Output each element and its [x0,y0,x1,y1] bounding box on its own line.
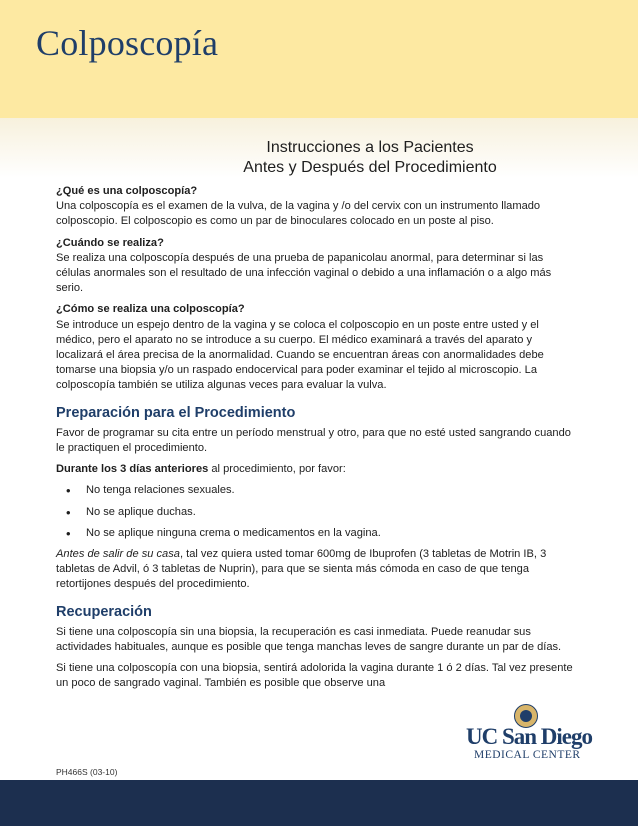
page-title: Colposcopía [36,23,219,63]
recovery-paragraph-2: Si tiene una colposcopía con una biopsia, sentirá adolorida la vagina durante 1 ó 2 días. Tal vez presente un poco de sangrado vaginal. También es posible que observe una [56,662,573,690]
subtitle-line-2: Antes y Después del Procedimiento [243,159,497,176]
ucsd-logo [466,704,593,764]
recovery-paragraph-1: Si tiene una colposcopía sin una biopsia, la recuperación es casi inmediata. Puede reanudar sus actividades habituales, aunque es posible que tenga manchas leves de sangre durante un par de días. [56,625,562,654]
preparation-before-italic: Antes de salir de su casa [56,548,180,561]
preparation-intro: Favor de programar su cita entre un período menstrual y otro, para que no esté usted sangrando cuando le practiquen el procedimiento. [56,426,571,455]
list-item: • No tenga relaciones sexuales. [86,483,576,498]
what-section [56,184,576,230]
logo-main-text: UC San Diego [466,724,593,749]
what-text: Una colposcopía es el examen de la vulva, de la vagina y /o del cervix con un instrumento llamado colposcopio. El colposcopio es como un par de binoculares colocado en un poste al piso. [56,200,541,228]
preparation-days [56,462,576,477]
recovery-heading: Recuperación [56,603,152,620]
what-question: ¿Qué es una colposcopía? [56,185,198,197]
list-item: • No se aplique ninguna crema o medicamentos en la vagina. [86,526,576,541]
how-text: Se introduce un espejo dentro de la vagina y se coloca el colposcopio en un poste entre usted y el médico, pero el aparato no se introduce a su cuerpo. El médico examinará a través del aparato y localizará el área precisa de la anormalidad. Cuando se encuentran áreas con anormalidades debe tomarse una biopsia y/o un raspado endocervical para poder examinar el tejido al microscopio. La colposcopía también se utiliza algunas veces para evaluar la vulva. [56,318,544,392]
subtitle-line-1: Instrucciones a los Pacientes [266,139,474,156]
how-section [56,302,576,393]
footer-band [0,780,638,826]
how-question: ¿Cómo se realiza una colposcopía? [56,303,245,316]
when-section [56,236,576,297]
preparation-days-rest: al procedimiento, por favor: [208,463,346,476]
preparation-heading: Preparación para el Procedimiento [56,404,296,421]
when-question: ¿Cuándo se realiza? [56,236,164,249]
list-item: • No se aplique duchas. [86,505,576,520]
preparation-before [56,547,576,593]
preparation-before-rest: , tal vez quiera usted tomar 600mg de Ibuprofen (3 tabletas de Motrin IB, 3 tabletas de Advil, ó 3 tabletas de Nuprin), para que se sienta más cómoda en caso de que tenga retortijones después del procedimiento. [56,548,547,591]
document-body [56,184,576,698]
preparation-bullet-list [56,483,576,541]
preparation-days-bold: Durante los 3 días anteriores [56,463,209,476]
when-text: Se realiza una colposcopía después de una prueba de papanicolau anormal, para determinar si las células anormales son el resultado de una infección vaginal o debido a una inflamación o a algo más serio. [56,251,552,295]
form-code: PH466S (03-10) [56,767,118,777]
logo-sub-text: MEDICAL CENTER [474,749,581,761]
